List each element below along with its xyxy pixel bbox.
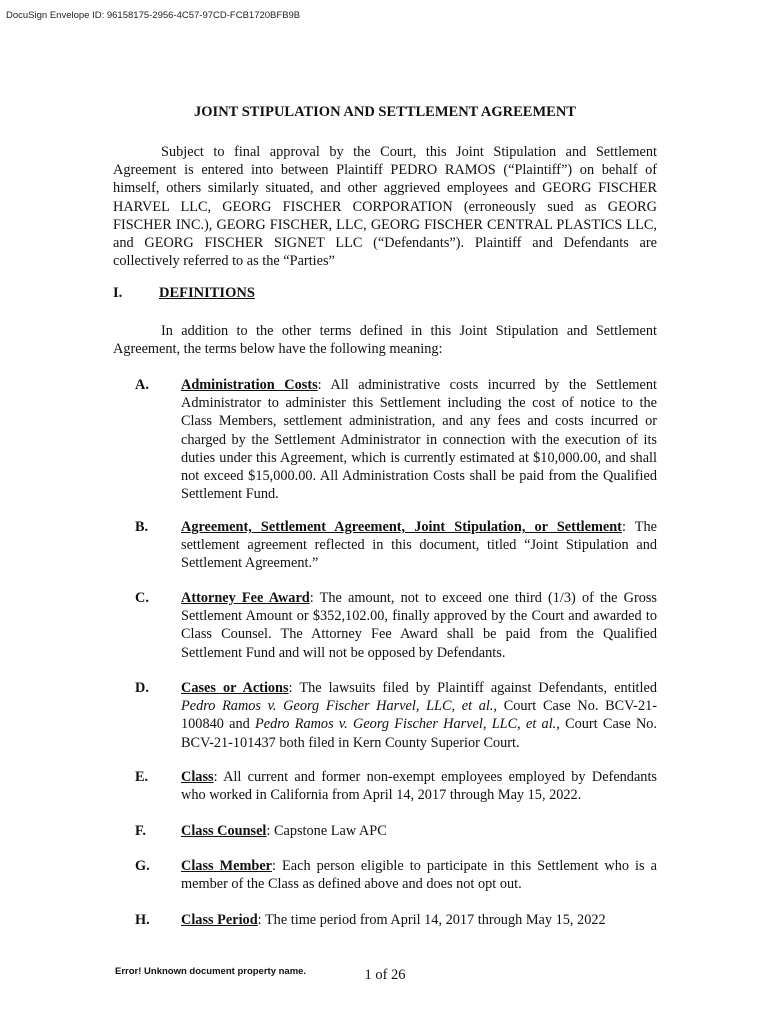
definition-body — [181, 768, 657, 804]
definition-letter: D. — [135, 680, 149, 696]
definition-f — [135, 822, 657, 840]
definition-body — [181, 589, 657, 662]
definition-text: Court Case No. BCV-21-100840 and — [181, 698, 658, 733]
section-number: I. — [113, 285, 123, 301]
section-title: DEFINITIONS — [159, 285, 255, 301]
definition-text: : The lawsuits filed by Plaintiff against Defendants, entitled — [288, 680, 657, 696]
definition-text: : All current and former non-exempt employees employed by Defendants who worked in California from April 14, 2017 through May 15, 2022. — [181, 769, 657, 804]
definition-letter: B. — [135, 519, 149, 535]
intro-text: Subject to final approval by the Court, this Joint Stipulation and Settlement Agreement is entered into between Plaintiff PEDRO RAMOS (“Plaintiff”) on behalf of himself, others similarly situated, and other aggrieved employees and GEORG FISCHER HARVEL LLC, GEORG FISCHER CORPORATION (erroneously sued as GEORG FISCHER INC.), GEORG FISCHER, LLC, GEORG FISCHER CENTRAL PLASTICS LLC, and GEORG FISCHER SIGNET LLC (“Defendants”). Plaintiff and Defendants are collectively referred to as the “Parties” — [113, 144, 657, 270]
page-number: 1 of 26 — [364, 967, 406, 983]
footer-property-error: Error! Unknown document property name. — [115, 966, 307, 977]
definition-term: Class Counsel — [181, 823, 267, 839]
envelope-id: DocuSign Envelope ID: 96158175-2956-4C57-97CD-FCB1720BFB9B — [6, 10, 301, 21]
definition-text: : The amount, not to exceed one third (1/3) of the Gross Settlement Amount or $352,102.00, finally approved by the Court and awarded to Class Counsel. The Attorney Fee Award shall be paid from the Qualified Settlement Fund and will not be opposed by Defendants. — [181, 590, 657, 661]
definition-text: : The settlement agreement reflected in this document, titled “Joint Stipulation and Settlement Agreement.” — [181, 519, 657, 572]
definition-letter: C. — [135, 590, 149, 606]
section-intro-paragraph — [113, 322, 657, 358]
definition-g — [135, 857, 657, 893]
case-name: Pedro Ramos v. Georg Fischer Harvel, LLC, et al., — [181, 698, 498, 715]
definition-text: : Each person eligible to participate in this Settlement who is a member of the Class as defined above and does not opt out. — [181, 858, 657, 893]
definition-body — [181, 376, 657, 503]
definition-term: Class Period — [181, 912, 258, 928]
definition-term: Agreement, Settlement Agreement, Joint Stipulation, or Settlement — [181, 519, 622, 535]
definition-text: : The time period from April 14, 2017 through May 15, 2022 — [257, 912, 606, 928]
section-heading — [113, 285, 255, 302]
definition-body — [181, 857, 657, 893]
definition-text: : All administrative costs incurred by the Settlement Administrator to administer this Settlement including the cost of notice to the Class Members, settlement administration, and any fees and costs incurred or charged by the Settlement Administrator in connection with the execution of its duties under this Agreement, which is currently estimated at $10,000.00, and shall not exceed $15,000.00. All Administration Costs shall be paid from the Qualified Settlement Fund. — [181, 377, 657, 503]
document-title: JOINT STIPULATION AND SETTLEMENT AGREEMENT — [194, 104, 576, 120]
definition-letter: H. — [135, 912, 150, 928]
definition-letter: G. — [135, 858, 150, 874]
definition-text: : Capstone Law APC — [266, 823, 387, 839]
definition-body — [181, 679, 657, 752]
definition-e — [135, 768, 657, 804]
definition-term: Class — [181, 769, 214, 785]
definition-letter: E. — [135, 769, 149, 785]
section-intro-text: In addition to the other terms defined in this Joint Stipulation and Settlement Agreement, the terms below have the following meaning: — [113, 323, 657, 358]
case-name: Pedro Ramos v. Georg Fischer Harvel, LLC, et al., — [255, 716, 560, 733]
definition-text: Court Case No. BCV-21-101437 both filed in Kern County Superior Court. — [181, 716, 657, 751]
definition-h — [135, 911, 657, 929]
definition-body — [181, 822, 657, 840]
definition-term: Class Member — [181, 858, 273, 874]
definition-term: Attorney Fee Award — [181, 590, 310, 606]
definition-term: Administration Costs — [181, 377, 318, 393]
intro-paragraph — [113, 143, 657, 270]
definition-letter: A. — [135, 377, 149, 393]
definition-body — [181, 518, 657, 573]
definition-c — [135, 589, 657, 662]
definition-term: Cases or Actions — [181, 680, 289, 696]
definition-a — [135, 376, 657, 503]
definition-body — [181, 911, 657, 929]
definition-d — [135, 679, 657, 752]
definition-letter: F. — [135, 823, 146, 839]
definition-b — [135, 518, 657, 573]
